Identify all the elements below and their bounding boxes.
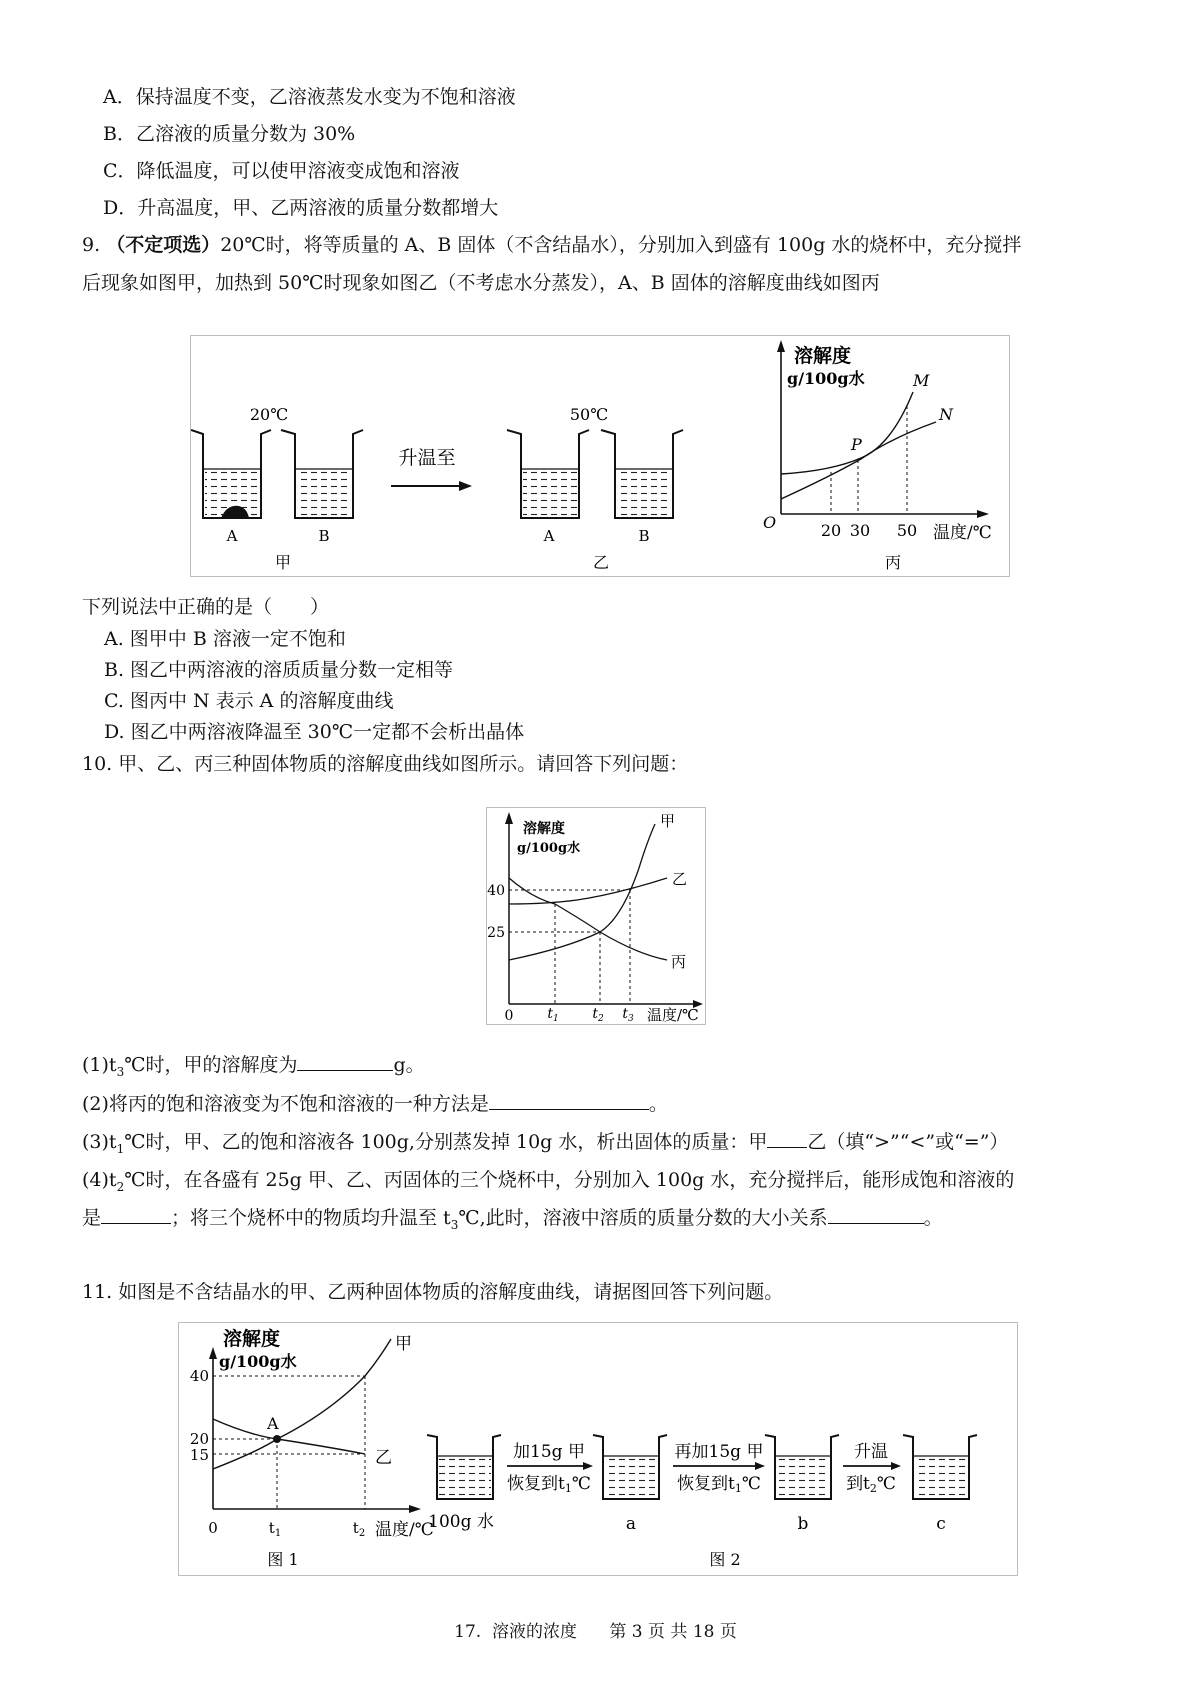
q11-xtick-t2: $t_2$ (352, 1519, 366, 1539)
q9-label-b-1: B (318, 527, 330, 545)
q9-label-a-2: A (543, 527, 555, 545)
q9-xtick-20: 20 (820, 521, 842, 540)
q11-caption-2: 图 2 (709, 1550, 741, 1569)
q11-ytick-15: 15 (189, 1446, 209, 1464)
q10-part4-blank1[interactable] (101, 1205, 171, 1224)
q11-origin: 0 (208, 1519, 218, 1537)
q11-xtick-t1: $t_1$ (268, 1519, 282, 1539)
q10-part3: $(3)t_1℃$时，甲、乙的饱和溶液各 100g,分别蒸发掉 10g 水，析出固体的质量：甲 乙（填“>”“<”或“=”） (82, 1131, 1009, 1156)
q10-origin: 0 (504, 1008, 514, 1024)
q11-water-label: 100g 水 (428, 1512, 494, 1532)
q11-xlabel: 温度/℃ (375, 1520, 434, 1540)
q9-stem-line1 (82, 232, 1021, 258)
q11-step3-top: 升温 (854, 1442, 888, 1462)
q10-part2-blank[interactable] (489, 1091, 649, 1110)
q11-label-b: b (797, 1514, 809, 1534)
q9-temp-20: 20℃ (249, 405, 289, 424)
q9-xtick-50: 50 (896, 521, 918, 540)
q9-arrow-label: 升温至 (398, 447, 456, 469)
q10-xtick-t2: $t_2$ (592, 1006, 604, 1024)
q9-option-c: C. 图丙中 N 表示 A 的溶解度曲线 (104, 690, 394, 712)
q9-number: 9. (82, 234, 101, 256)
q10-part2: (2)将丙的饱和溶液变为不饱和溶液的一种方法是 。 (82, 1093, 668, 1115)
q10-ylabel-1: 溶解度 (523, 821, 565, 837)
q10-series-bing: 丙 (671, 953, 687, 971)
q11-step2-bottom: 恢复到t1℃ (677, 1474, 761, 1495)
q9-option-d: D. 图乙中两溶液降温至 30℃一定都不会析出晶体 (104, 721, 525, 743)
q11-label-c: c (936, 1514, 946, 1534)
q10-part4-line1: $(4)t_2℃$时，在各盛有 25g 甲、乙、丙固体的三个烧杯中，分别加入 100g 水，充分搅拌后，能形成饱和溶液的 (82, 1169, 1015, 1194)
q9-beaker-b-50 (601, 430, 683, 518)
q9-caption-bing: 丙 (884, 553, 902, 572)
q9-xlabel: 温度/℃ (933, 523, 992, 543)
q9-point-p: P (851, 435, 862, 454)
q9-stem-line2: 后现象如图甲，加热到 50℃时现象如图乙（不考虑水分蒸发），A、B 固体的溶解度曲线如图丙 (82, 272, 880, 294)
q11-ylabel-2: g/100g水 (219, 1352, 297, 1371)
q10-ylabel-2: g/100g水 (517, 841, 581, 856)
q9-curve-label-m: M (913, 371, 930, 390)
q11-figure-svg (179, 1323, 1017, 1575)
q9-origin: O (763, 513, 777, 532)
q10-ytick-40: 40 (487, 883, 505, 899)
q9-option-b: B. 图乙中两溶液的溶质质量分数一定相等 (104, 659, 454, 681)
q10-part3-blank[interactable] (767, 1129, 807, 1148)
q10-xtick-t1: $t_1$ (547, 1006, 559, 1024)
q9-figure-svg (191, 336, 1009, 576)
q11-beaker-a (593, 1435, 667, 1499)
q9-xtick-30: 30 (849, 521, 871, 540)
q11-ylabel-1: 溶解度 (223, 1328, 281, 1350)
q9-label-b-2: B (638, 527, 650, 545)
q10-part4-line2: 是 ；将三个烧杯中的物质均升温至 $t_3℃$,此时，溶液中溶质的质量分数的大小关系 。 (82, 1207, 943, 1232)
q9-beaker-a-20 (191, 430, 271, 518)
q11-curve-yi (213, 1419, 365, 1454)
q11-step3-arrow (843, 1462, 901, 1470)
q11-step2-top: 再加15g 甲 (674, 1442, 764, 1462)
q11-point-a: A (267, 1414, 279, 1433)
q11-stem: 11. 如图是不含结晶水的甲、乙两种固体物质的溶解度曲线，请据图回答下列问题。 (82, 1281, 784, 1303)
q8-option-c: C．降低温度，可以使甲溶液变成饱和溶液 (103, 160, 460, 182)
q10-part1-blank[interactable] (297, 1052, 393, 1071)
q11-series-yi: 乙 (375, 1448, 392, 1468)
q10-series-jia: 甲 (660, 812, 676, 830)
q10-xlabel: 温度/℃ (647, 1006, 699, 1024)
q11-ytick-40: 40 (189, 1367, 209, 1385)
q10-part1: $(1)t_3℃$时，甲的溶解度为 g。 (82, 1054, 425, 1079)
q11-beaker-water (427, 1435, 501, 1499)
q10-figure (486, 807, 706, 1025)
q11-step1-top: 加15g 甲 (513, 1442, 585, 1462)
q8-option-d: D．升高温度，甲、乙两溶液的质量分数都增大 (103, 197, 499, 219)
q9-beaker-b-20 (281, 430, 363, 518)
q11-beaker-b (765, 1435, 839, 1499)
q11-step1-arrow (507, 1462, 593, 1470)
q9-option-a: A. 图甲中 B 溶液一定不饱和 (104, 628, 346, 650)
q9-caption-yi: 乙 (592, 553, 610, 572)
q9-ylabel-2: g/100g水 (787, 369, 865, 388)
q9-arrow (391, 481, 472, 491)
page-footer: 17. 溶液的浓度 第 3 页 共 18 页 (454, 1622, 737, 1642)
q9-beaker-a-50 (507, 430, 589, 518)
q11-beaker-c (903, 1435, 977, 1499)
q10-stem: 10. 甲、乙、丙三种固体物质的溶解度曲线如图所示。请回答下列问题： (82, 753, 689, 775)
q10-xtick-t3: $t_3$ (622, 1006, 634, 1024)
q11-label-a: a (625, 1514, 637, 1534)
q11-point-a-dot (273, 1435, 281, 1443)
q8-option-b: B．乙溶液的质量分数为 30% (103, 123, 356, 145)
q9-figure (190, 335, 1010, 577)
q9-stem-text: 20℃时，将等质量的 A、B 固体（不含结晶水），分别加入到盛有 100g 水的烧杯中，充分搅拌 (220, 234, 1022, 256)
q11-caption-1: 图 1 (267, 1550, 299, 1569)
q9-caption-jia: 甲 (274, 553, 292, 572)
q11-series-jia: 甲 (395, 1334, 412, 1354)
q11-step2-arrow (673, 1462, 765, 1470)
q10-chart-svg (487, 808, 705, 1024)
q10-series-yi: 乙 (672, 870, 688, 888)
q10-part4-blank2[interactable] (828, 1205, 924, 1224)
q11-step3-bottom: 到t2℃ (846, 1474, 896, 1495)
q9-tag: （不定项选） (106, 234, 221, 256)
q9-temp-50: 50℃ (569, 405, 609, 424)
q9-curve-n (781, 392, 913, 474)
q10-ytick-25: 25 (487, 925, 505, 941)
q8-option-a: A．保持温度不变，乙溶液蒸发水变为不饱和溶液 (103, 86, 516, 108)
q11-figure (178, 1322, 1018, 1576)
q9-label-a-1: A (226, 527, 238, 545)
q10-curve-yi (509, 878, 667, 904)
q9-curve-label-n: N (939, 405, 953, 424)
q9-question: 下列说法中正确的是（ ） (82, 596, 330, 618)
q11-step1-bottom: 恢复到t1℃ (507, 1474, 591, 1495)
q9-ylabel-1: 溶解度 (794, 345, 852, 367)
q11-ytick-20: 20 (189, 1430, 209, 1448)
